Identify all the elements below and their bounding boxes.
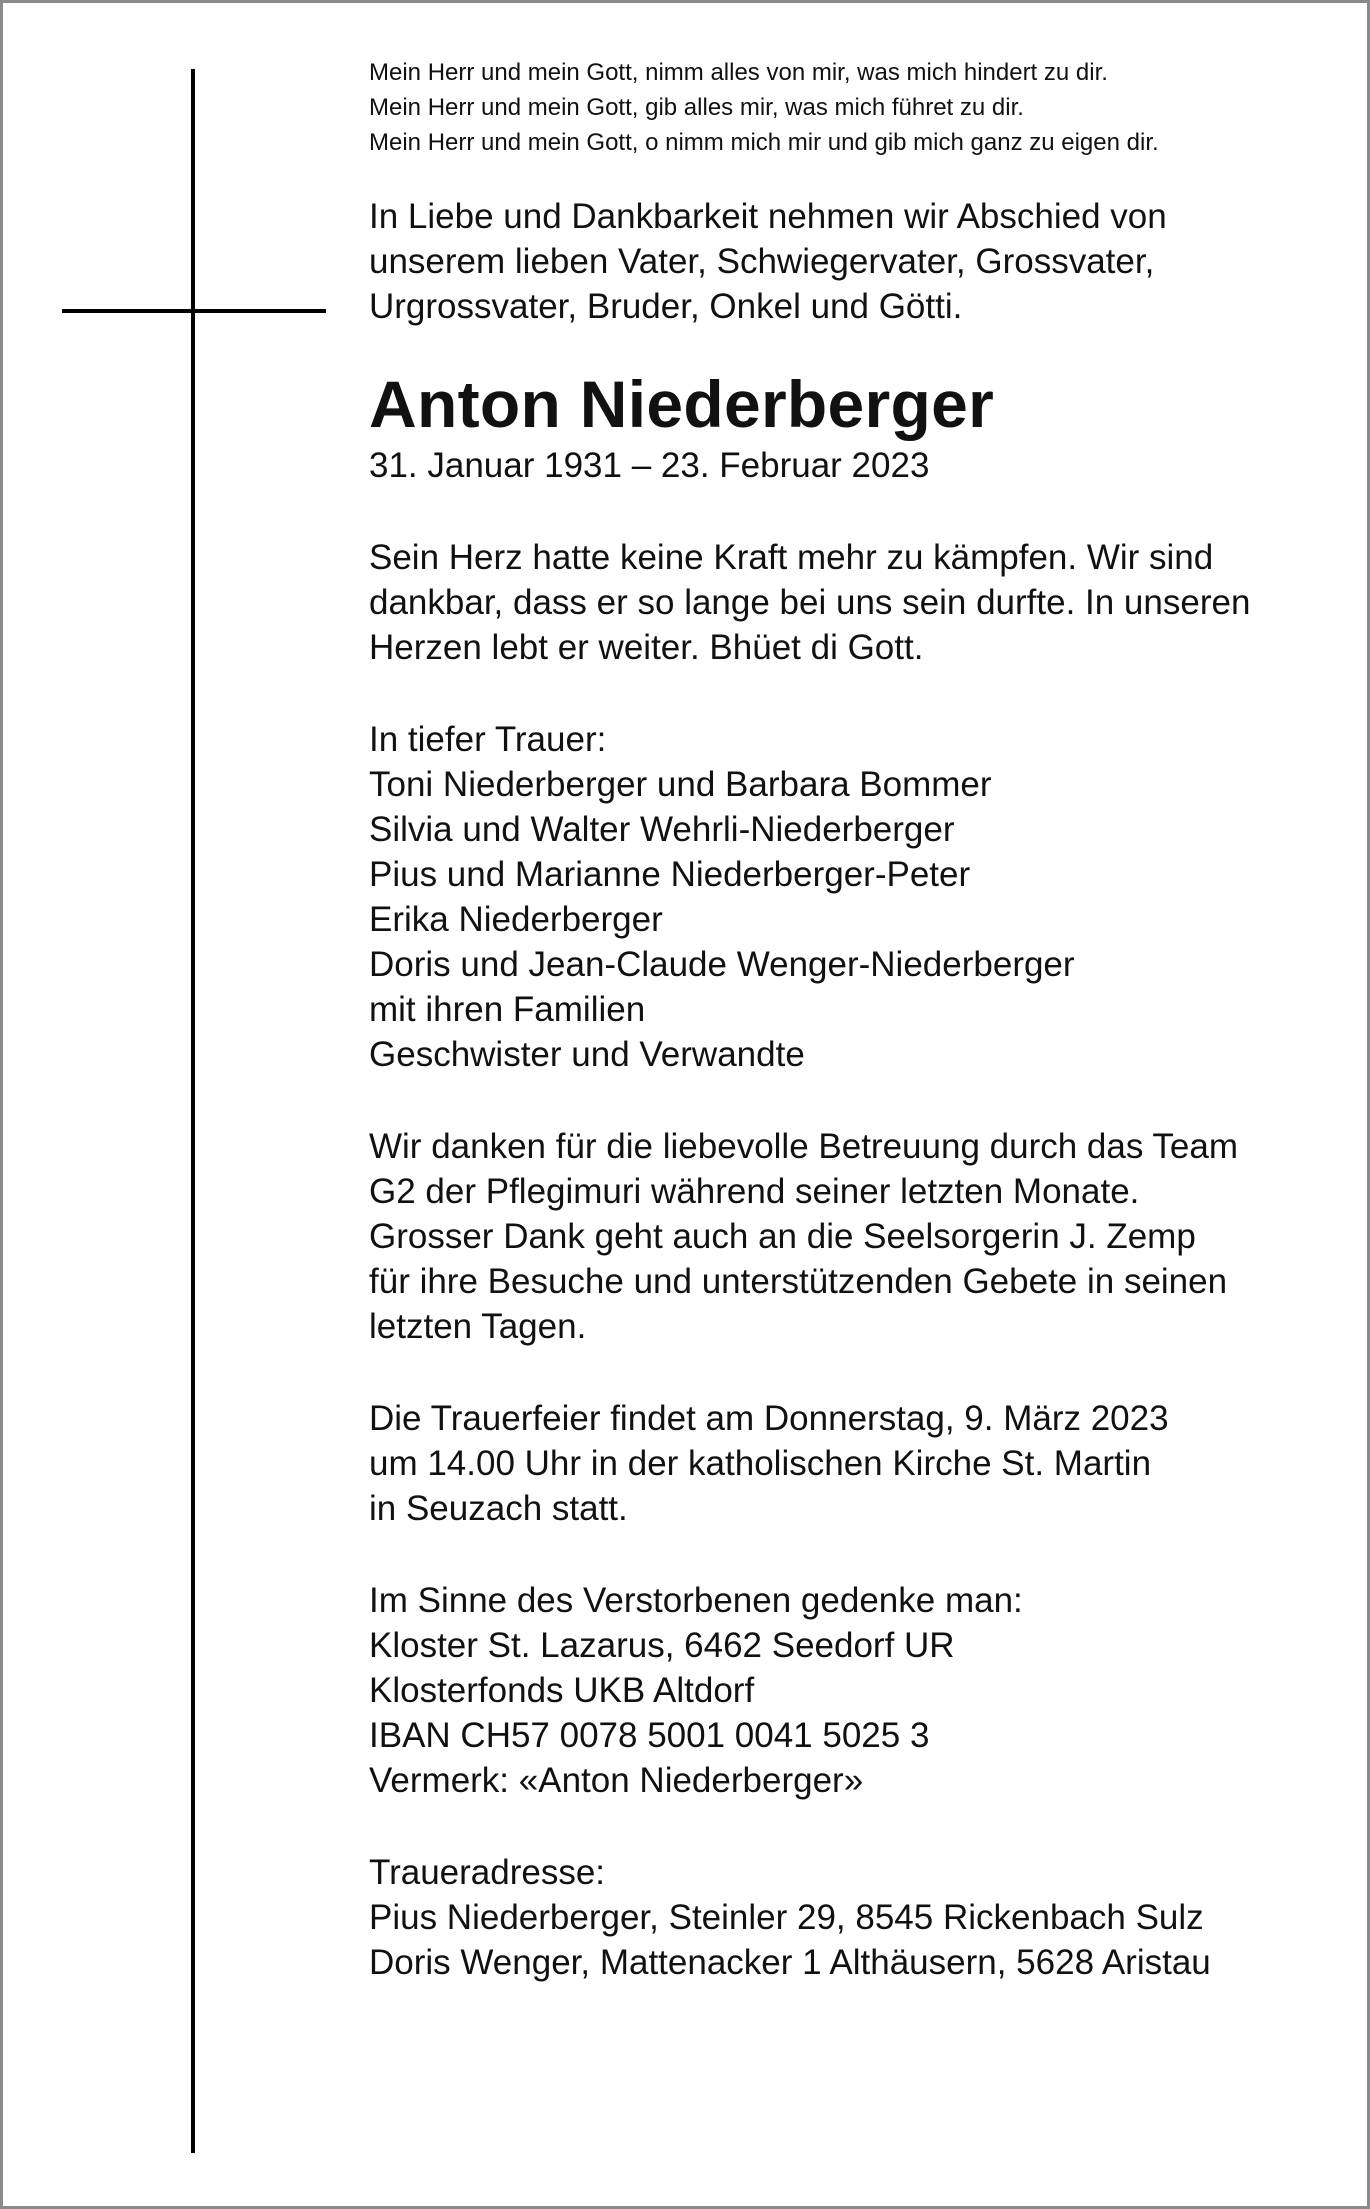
- thanks-paragraph: [369, 1124, 1329, 1349]
- prayer-verse: [369, 55, 1329, 160]
- mourners-list: [369, 717, 1329, 1077]
- mourning-address: [369, 1850, 1329, 1985]
- farewell-message: [369, 535, 1329, 670]
- mourner-entry: Toni Niederberger und Barbara Bommer: [369, 765, 992, 804]
- ceremony-line: in Seuzach statt.: [369, 1489, 628, 1528]
- address-line: Doris Wenger, Mattenacker 1 Althäusern, 5628 Aristau: [369, 1943, 1211, 1982]
- mourner-entry: Erika Niederberger: [369, 900, 663, 939]
- ceremony-info: [369, 1396, 1329, 1531]
- intro-line: In Liebe und Dankbarkeit nehmen wir Abschied von: [369, 197, 1167, 236]
- verse-line: Mein Herr und mein Gott, o nimm mich mir und gib mich ganz zu eigen dir.: [369, 129, 1159, 156]
- donation-note: Vermerk: «Anton Niederberger»: [369, 1761, 864, 1800]
- ceremony-line: um 14.00 Uhr in der katholischen Kirche St. Martin: [369, 1444, 1152, 1483]
- donation-info: [369, 1578, 1329, 1803]
- message-line: Herzen lebt er weiter. Bhüet di Gott.: [369, 628, 924, 667]
- cross-icon-vertical-bar: [191, 69, 195, 2153]
- obituary-content: [369, 55, 1329, 1985]
- mourner-entry: mit ihren Familien: [369, 990, 646, 1029]
- address-heading: Traueradresse:: [369, 1853, 606, 1892]
- message-line: Sein Herz hatte keine Kraft mehr zu kämpfen. Wir sind: [369, 538, 1214, 577]
- mourner-entry: Doris und Jean-Claude Wenger-Niederberger: [369, 945, 1075, 984]
- intro-text: [369, 194, 1329, 329]
- cross-icon-horizontal-bar: [62, 309, 326, 313]
- intro-line: Urgrossvater, Bruder, Onkel und Götti.: [369, 287, 963, 326]
- intro-line: unserem lieben Vater, Schwiegervater, Grossvater,: [369, 242, 1155, 281]
- thanks-line: G2 der Pflegimuri während seiner letzten Monate.: [369, 1172, 1140, 1211]
- verse-line: Mein Herr und mein Gott, nimm alles von mir, was mich hindert zu dir.: [369, 59, 1108, 86]
- deceased-name: Anton Niederberger: [369, 367, 995, 441]
- donation-line: Kloster St. Lazarus, 6462 Seedorf UR: [369, 1626, 955, 1665]
- thanks-line: letzten Tagen.: [369, 1307, 587, 1346]
- verse-line: Mein Herr und mein Gott, gib alles mir, was mich führet zu dir.: [369, 94, 1024, 121]
- donation-iban: IBAN CH57 0078 5001 0041 5025 3: [369, 1716, 930, 1755]
- ceremony-line: Die Trauerfeier findet am Donnerstag, 9. März 2023: [369, 1399, 1169, 1438]
- donation-line: Klosterfonds UKB Altdorf: [369, 1671, 755, 1710]
- thanks-line: für ihre Besuche und unterstützenden Gebete in seinen: [369, 1262, 1228, 1301]
- donation-heading: Im Sinne des Verstorbenen gedenke man:: [369, 1581, 1023, 1620]
- thanks-line: Wir danken für die liebevolle Betreuung durch das Team: [369, 1127, 1239, 1166]
- mourners-heading: In tiefer Trauer:: [369, 720, 607, 759]
- thanks-line: Grosser Dank geht auch an die Seelsorgerin J. Zemp: [369, 1217, 1196, 1256]
- address-line: Pius Niederberger, Steinler 29, 8545 Rickenbach Sulz: [369, 1898, 1204, 1937]
- mourner-entry: Geschwister und Verwandte: [369, 1035, 805, 1074]
- message-line: dankbar, dass er so lange bei uns sein durfte. In unseren: [369, 583, 1251, 622]
- mourner-entry: Silvia und Walter Wehrli-Niederberger: [369, 810, 955, 849]
- mourner-entry: Pius und Marianne Niederberger-Peter: [369, 855, 971, 894]
- life-dates: 31. Januar 1931 – 23. Februar 2023: [369, 446, 930, 485]
